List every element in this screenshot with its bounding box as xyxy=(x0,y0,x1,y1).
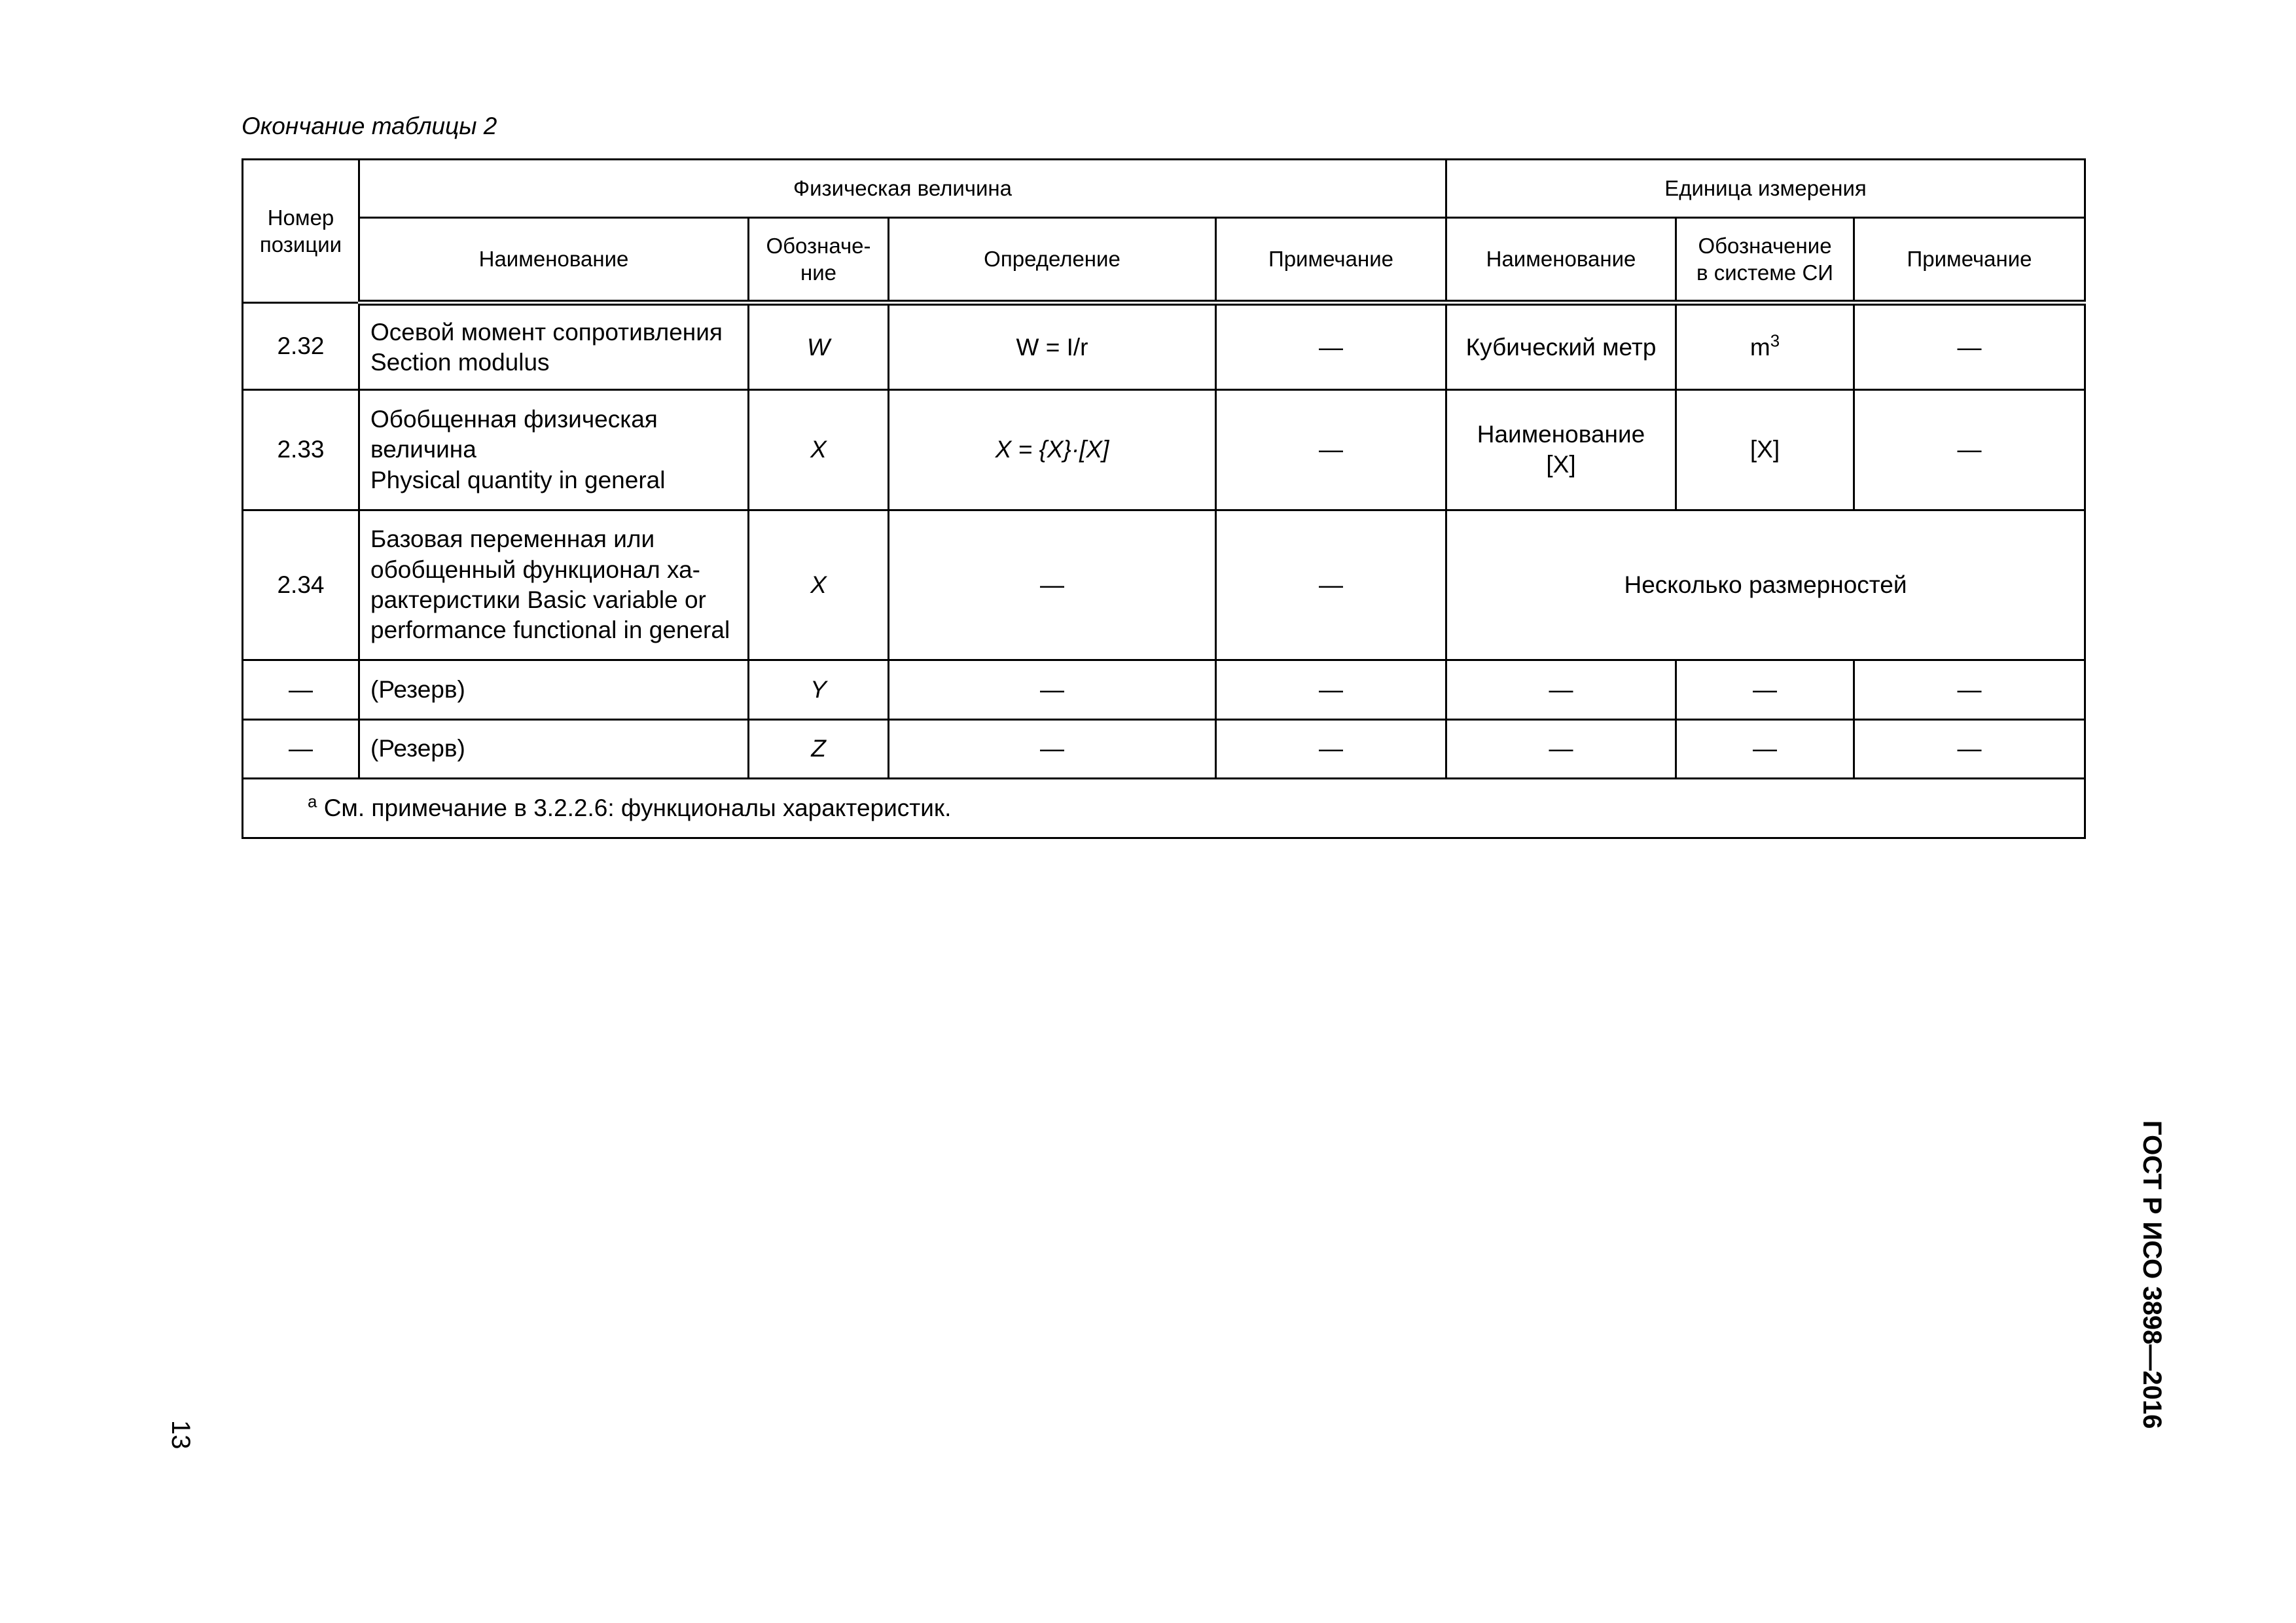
superscript: 3 xyxy=(1770,332,1780,351)
cell-name: (Резерв) xyxy=(359,660,749,720)
cell-symbol: X xyxy=(749,390,889,510)
footnote-row xyxy=(243,779,2085,838)
header-unit-symbol: Обозначение в системе СИ xyxy=(1676,217,1854,303)
cell-definition: W = I/r xyxy=(889,303,1216,390)
table-row xyxy=(243,303,2085,390)
footnote xyxy=(243,779,2085,838)
cell-name: Базовая переменная или обобщенный функционал ха- рактеристики Basic variable or performance functional in general xyxy=(359,510,749,660)
quantities-table xyxy=(242,158,2086,839)
cell-unit-name: Наименование [X] xyxy=(1446,390,1676,510)
header-row-2 xyxy=(243,217,2085,303)
footnote-text: См. примечание в 3.2.2.6: функционалы характеристик. xyxy=(323,794,952,822)
cell-unit-symbol: [X] xyxy=(1676,390,1854,510)
cell-num: — xyxy=(243,719,359,779)
cell-unit-note: — xyxy=(1854,390,2085,510)
cell-symbol: W xyxy=(749,303,889,390)
table-row xyxy=(243,390,2085,510)
cell-unit-symbol: — xyxy=(1676,660,1854,720)
cell-symbol: Z xyxy=(749,719,889,779)
cell-note: — xyxy=(1216,303,1446,390)
cell-definition: — xyxy=(889,719,1216,779)
cell-note: — xyxy=(1216,719,1446,779)
cell-note: — xyxy=(1216,390,1446,510)
cell-unit-symbol: — xyxy=(1676,719,1854,779)
table-row xyxy=(243,510,2085,660)
cell-unit-name: Кубический метр xyxy=(1446,303,1676,390)
header-pq-note: Примечание xyxy=(1216,217,1446,303)
cell-symbol: X xyxy=(749,510,889,660)
cell-unit-symbol: $m^3$ xyxy=(1676,303,1854,390)
cell-definition: — xyxy=(889,660,1216,720)
header-pq-name: Наименование xyxy=(359,217,749,303)
table-row xyxy=(243,719,2085,779)
cell-name: Обобщенная физическая величина Physical quantity in general xyxy=(359,390,749,510)
table-caption: Окончание таблицы 2 xyxy=(242,113,497,139)
cell-num: 2.34 xyxy=(243,510,359,660)
header-unit-note: Примечание xyxy=(1854,217,2085,303)
header-pq-definition: Определение xyxy=(889,217,1216,303)
cell-note: — xyxy=(1216,510,1446,660)
standard-id: ГОСТ Р ИСО 3898—2016 xyxy=(2138,1120,2166,1429)
page-number: 13 xyxy=(166,1420,195,1450)
cell-unit-name: — xyxy=(1446,660,1676,720)
cell-unit-note: — xyxy=(1854,660,2085,720)
cell-symbol: Y xyxy=(749,660,889,720)
cell-num: 2.33 xyxy=(243,390,359,510)
header-pq-symbol: Обозначе- ние xyxy=(749,217,889,303)
header-row-1 xyxy=(243,160,2085,218)
header-physical-quantity: Физическая величина xyxy=(359,160,1446,218)
header-unit-name: Наименование xyxy=(1446,217,1676,303)
cell-unit-name: — xyxy=(1446,719,1676,779)
cell-unit-note: — xyxy=(1854,719,2085,779)
cell-unit-span: Несколько размерностей xyxy=(1446,510,2085,660)
cell-note: — xyxy=(1216,660,1446,720)
header-unit: Единица измерения xyxy=(1446,160,2085,218)
cell-num: — xyxy=(243,660,359,720)
header-position: Номер позиции xyxy=(243,160,359,303)
cell-definition: X = {X}·[X] xyxy=(889,390,1216,510)
table-row xyxy=(243,660,2085,720)
cell-unit-note: — xyxy=(1854,303,2085,390)
cell-name: Осевой момент сопротивления Section modulus xyxy=(359,303,749,390)
cell-definition: — xyxy=(889,510,1216,660)
cell-num: 2.32 xyxy=(243,303,359,390)
footnote-marker: a xyxy=(308,793,317,812)
cell-name: (Резерв) xyxy=(359,719,749,779)
